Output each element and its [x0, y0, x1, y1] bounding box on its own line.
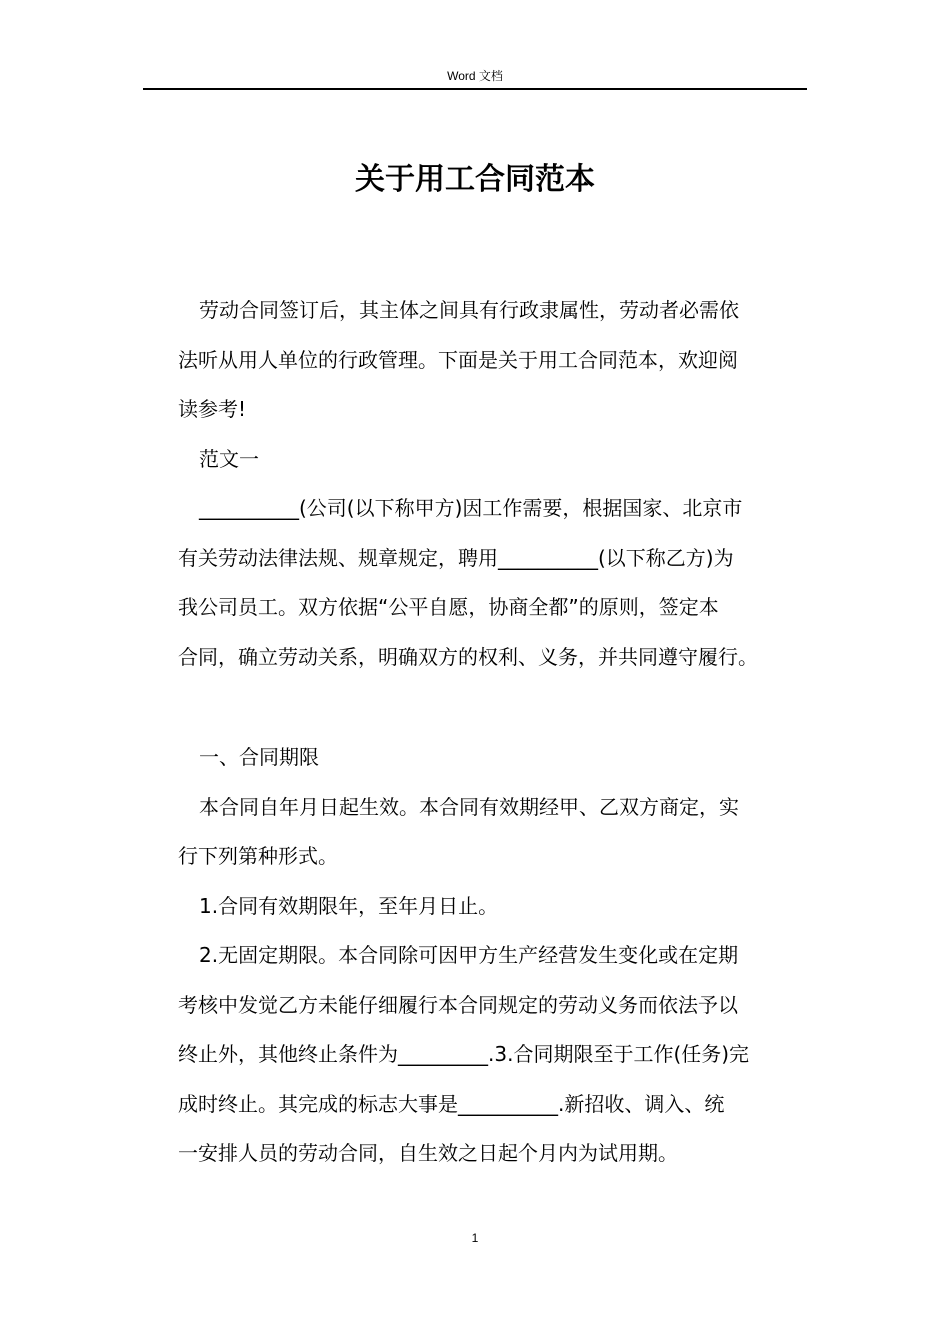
list-item: 2.无固定期限。本合同除可因甲方生产经营发生变化或在定期 [199, 943, 739, 967]
paragraph-line: 行下列第种形式。 [178, 844, 338, 868]
document-title: 关于用工合同范本 [355, 162, 595, 197]
page-number: 1 [471, 1231, 479, 1245]
paragraph-line: 法听从用人单位的行政管理。下面是关于用工合同范本，欢迎阅 [178, 347, 738, 372]
paragraph-line: 考核中发觉乙方未能仔细履行本合同规定的劳动义务而依法予以 [178, 992, 738, 1017]
paragraph-line: 读参考! [178, 397, 247, 421]
paragraph-line: 终止外，其他终止条件为_________.3.合同期限至于工作(任务)完 [178, 1042, 750, 1066]
list-item: 1.合同有效期限年，至年月日止。 [199, 893, 499, 918]
section-heading: 一、合同期限 [199, 745, 319, 769]
contract-term-section [178, 733, 818, 1179]
intro-section [178, 286, 818, 682]
paragraph-line: 我公司员工。双方依据“公平自愿，协商全都”的原则，签定本 [178, 595, 719, 619]
paragraph-line: 成时终止。其完成的标志大事是__________.新招收、调入、统 [178, 1091, 725, 1116]
paragraph-line: 劳动合同签订后，其主体之间具有行政隶属性，劳动者必需依 [199, 298, 739, 322]
paragraph-line: 本合同自年月日起生效。本合同有效期经甲、乙双方商定，实 [199, 794, 739, 819]
section-label: 范文一 [199, 446, 259, 471]
paragraph-line: 一安排人员的劳动合同，自生效之日起个月内为试用期。 [178, 1141, 678, 1165]
paragraph-line: __________(公司(以下称甲方)因工作需要，根据国家、北京市 [199, 496, 743, 520]
paragraph-line: 合同，确立劳动关系，明确双方的权利、义务，并共同遵守履行。 [178, 644, 758, 669]
paragraph-line: 有关劳动法律法规、规章规定，聘用__________(以下称乙方)为 [178, 545, 734, 570]
page-header [143, 66, 807, 90]
header-text: Word 文档 [447, 69, 503, 83]
